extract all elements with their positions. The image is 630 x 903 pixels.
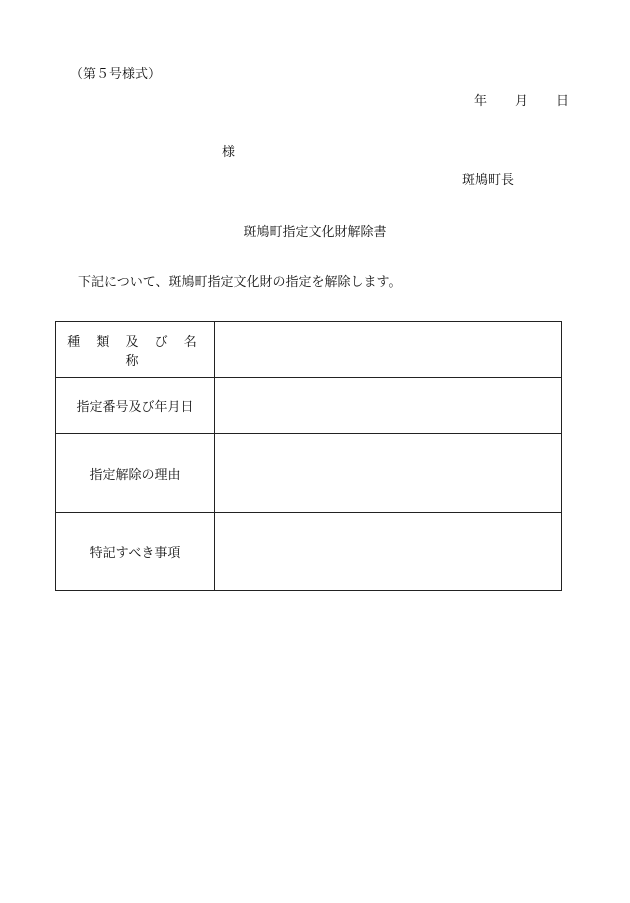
- row-value-special-notes: [215, 513, 562, 591]
- date-line: [474, 95, 569, 108]
- table-row: [56, 322, 562, 378]
- form-number-label: （第５号様式）: [70, 67, 162, 82]
- table-row: [56, 513, 562, 591]
- date-month-label: 月: [515, 94, 529, 109]
- table-row: [56, 434, 562, 513]
- row-label-designation-number-date: 指定番号及び年月日: [56, 378, 215, 434]
- document-body-text: 下記について、斑鳩町指定文化財の指定を解除します。: [78, 275, 402, 290]
- record-table: [55, 321, 562, 591]
- row-label-cancellation-reason: 指定解除の理由: [56, 434, 215, 513]
- table-row: [56, 378, 562, 434]
- addressee-honorific: 様: [222, 145, 236, 160]
- row-label-text: 種 類 及 び 名 称: [67, 334, 203, 369]
- issuer-name: 斑鳩町長: [462, 173, 515, 188]
- row-value-cancellation-reason: [215, 434, 562, 513]
- row-value-type-and-name: [215, 322, 562, 378]
- row-label-special-notes: 特記すべき事項: [56, 513, 215, 591]
- date-day-label: 日: [556, 94, 570, 109]
- document-title: 斑鳩町指定文化財解除書: [243, 225, 387, 240]
- row-label-type-and-name: [56, 322, 215, 378]
- date-year-label: 年: [474, 94, 488, 109]
- row-value-designation-number-date: [215, 378, 562, 434]
